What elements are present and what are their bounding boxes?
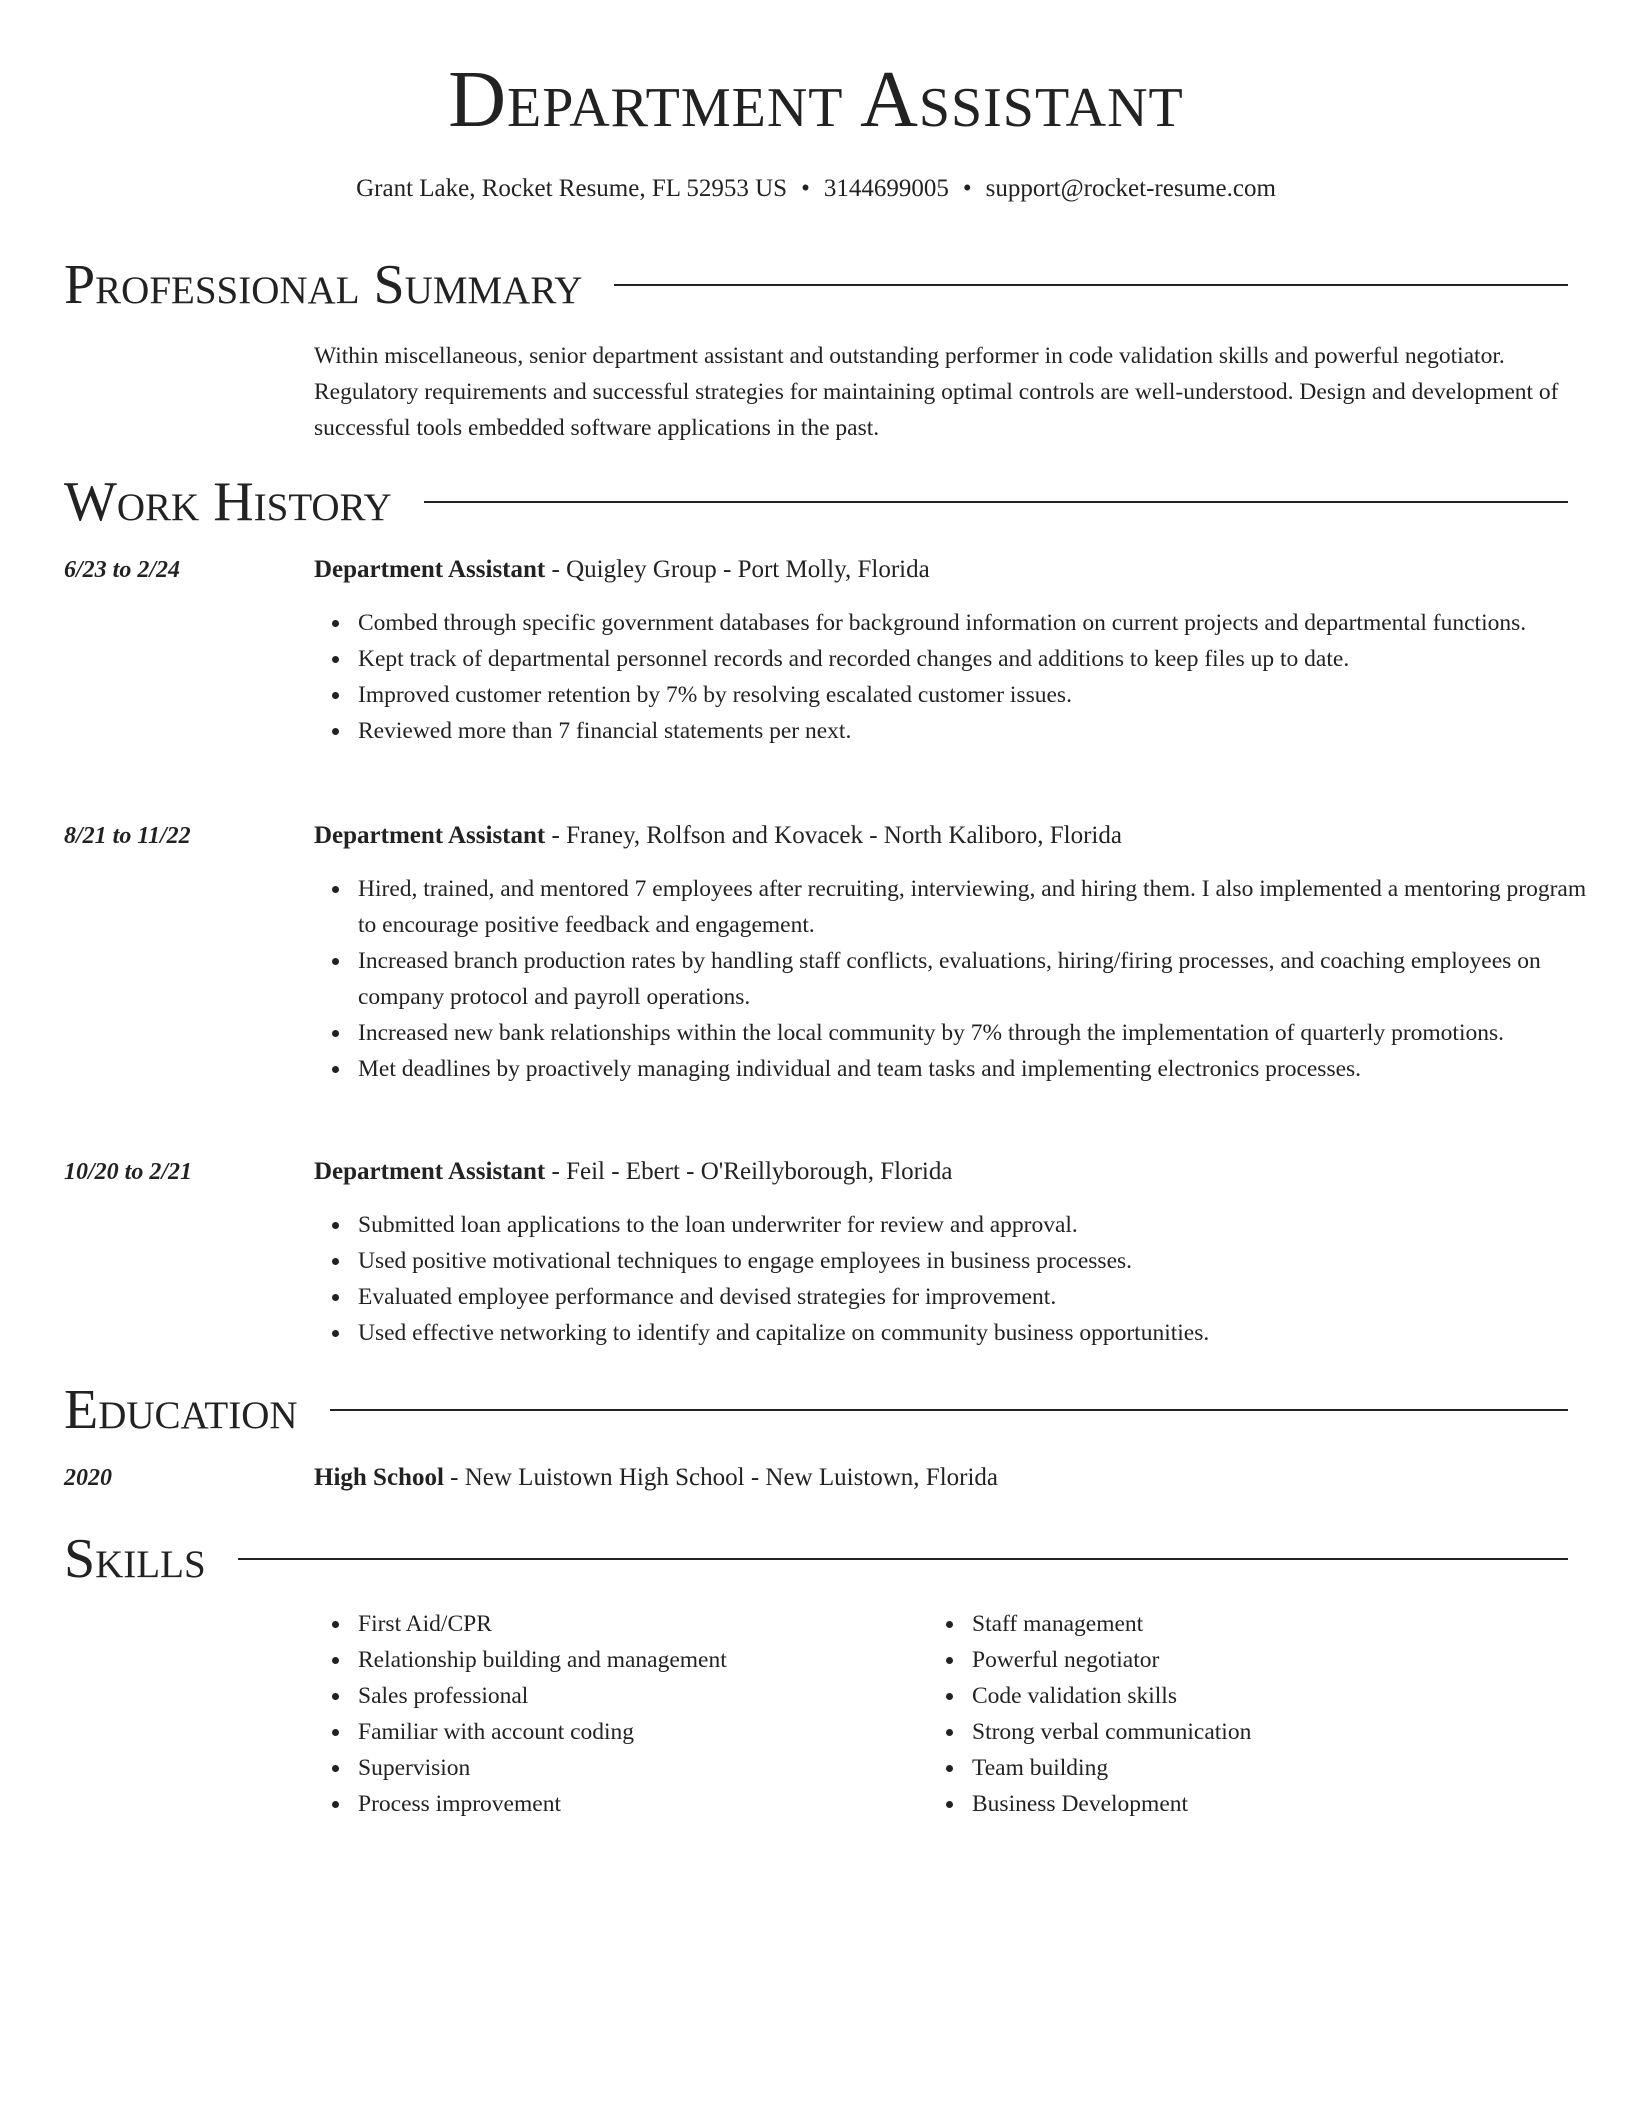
list-item: Combed through specific government databases for background information on current projects and departmental functions. [358,605,1598,641]
job-dates: 8/21 to 11/22 [64,823,191,849]
contact-line [0,172,1632,206]
summary-section-header [64,255,1568,315]
skills-section-header [64,1529,1568,1589]
skill-item: Code validation skills [972,1678,1572,1714]
job-dates: 6/23 to 2/24 [64,557,181,583]
contact-separator: • [962,175,972,202]
skill-item: Supervision [358,1750,918,1786]
section-title-education: Education [64,1379,298,1441]
education-section-header [64,1380,1568,1440]
skill-item: Powerful negotiator [972,1642,1572,1678]
list-item: Increased new bank relationships within the local community by 7% through the implementation of quarterly promotions. [358,1015,1598,1051]
contact-phone: 3144699005 [823,175,949,202]
skills-list-left [314,1606,918,1822]
section-divider [424,501,1568,503]
list-item: Evaluated employee performance and devised strategies for improvement. [358,1279,1598,1315]
job-dates: 10/20 to 2/21 [64,1159,193,1185]
contact-address: Grant Lake, Rocket Resume, FL 52953 US [356,175,788,202]
education-year: 2020 [64,1465,112,1491]
job-heading [314,553,1568,587]
section-title-work: Work History [64,471,392,533]
job-title: Department Assistant [314,1158,546,1185]
list-item: Increased branch production rates by handling staff conflicts, evaluations, hiring/firing processes, and coaching employees on company protocol and payroll operations. [358,943,1598,1015]
list-item: Hired, trained, and mentored 7 employees after recruiting, interviewing, and hiring them. I also implemented a mentoring program to encourage positive feedback and engagement. [358,871,1598,943]
list-item: Used effective networking to identify and capitalize on community business opportunities. [358,1315,1598,1351]
list-item: Met deadlines by proactively managing individual and team tasks and implementing electronics processes. [358,1051,1598,1087]
list-item: Reviewed more than 7 financial statements per next. [358,713,1598,749]
skill-item: Team building [972,1750,1572,1786]
education-heading [314,1461,1568,1495]
section-title-summary: Professional Summary [64,254,583,316]
skill-item: Staff management [972,1606,1572,1642]
skill-item: Process improvement [358,1786,918,1822]
section-divider [330,1409,1568,1411]
skills-list-right [928,1606,1572,1822]
work-section-header [64,472,1568,532]
list-item: Submitted loan applications to the loan underwriter for review and approval. [358,1207,1598,1243]
education-details: - New Luistown High School - New Luistown, Florida [443,1464,999,1491]
skill-item: Familiar with account coding [358,1714,918,1750]
job-title: Department Assistant [314,822,546,849]
job-title: Department Assistant [314,556,546,583]
job-bullets [314,605,1598,749]
job-heading [314,1155,1568,1189]
skill-item: Sales professional [358,1678,918,1714]
list-item: Improved customer retention by 7% by resolving escalated customer issues. [358,677,1598,713]
job-details: - Feil - Ebert - O'Reillyborough, Florida [545,1158,953,1185]
section-divider [238,1558,1568,1560]
skill-item: Strong verbal communication [972,1714,1572,1750]
job-bullets [314,1207,1598,1351]
summary-text: Within miscellaneous, senior department assistant and outstanding performer in code validation skills and powerful negotiator. Regulatory requirements and successful strategies for maintaining optimal controls are well-understood. Design and development of successful tools embedded software applications in the past. [314,343,1559,441]
skill-item: Relationship building and management [358,1642,918,1678]
job-details: - Franey, Rolfson and Kovacek - North Kaliboro, Florida [545,822,1122,849]
job-details: - Quigley Group - Port Molly, Florida [545,556,930,583]
skill-item: Business Development [972,1786,1572,1822]
skill-item: First Aid/CPR [358,1606,918,1642]
list-item: Kept track of departmental personnel records and recorded changes and additions to keep files up to date. [358,641,1598,677]
section-title-skills: Skills [64,1528,206,1590]
list-item: Used positive motivational techniques to engage employees in business processes. [358,1243,1598,1279]
job-bullets [314,871,1598,1087]
section-divider [614,284,1568,286]
job-heading [314,819,1568,853]
resume-title: Department Assistant [448,56,1184,144]
education-degree: High School [314,1464,444,1491]
contact-separator: • [801,175,810,202]
contact-email: support@rocket-resume.com [985,175,1276,202]
